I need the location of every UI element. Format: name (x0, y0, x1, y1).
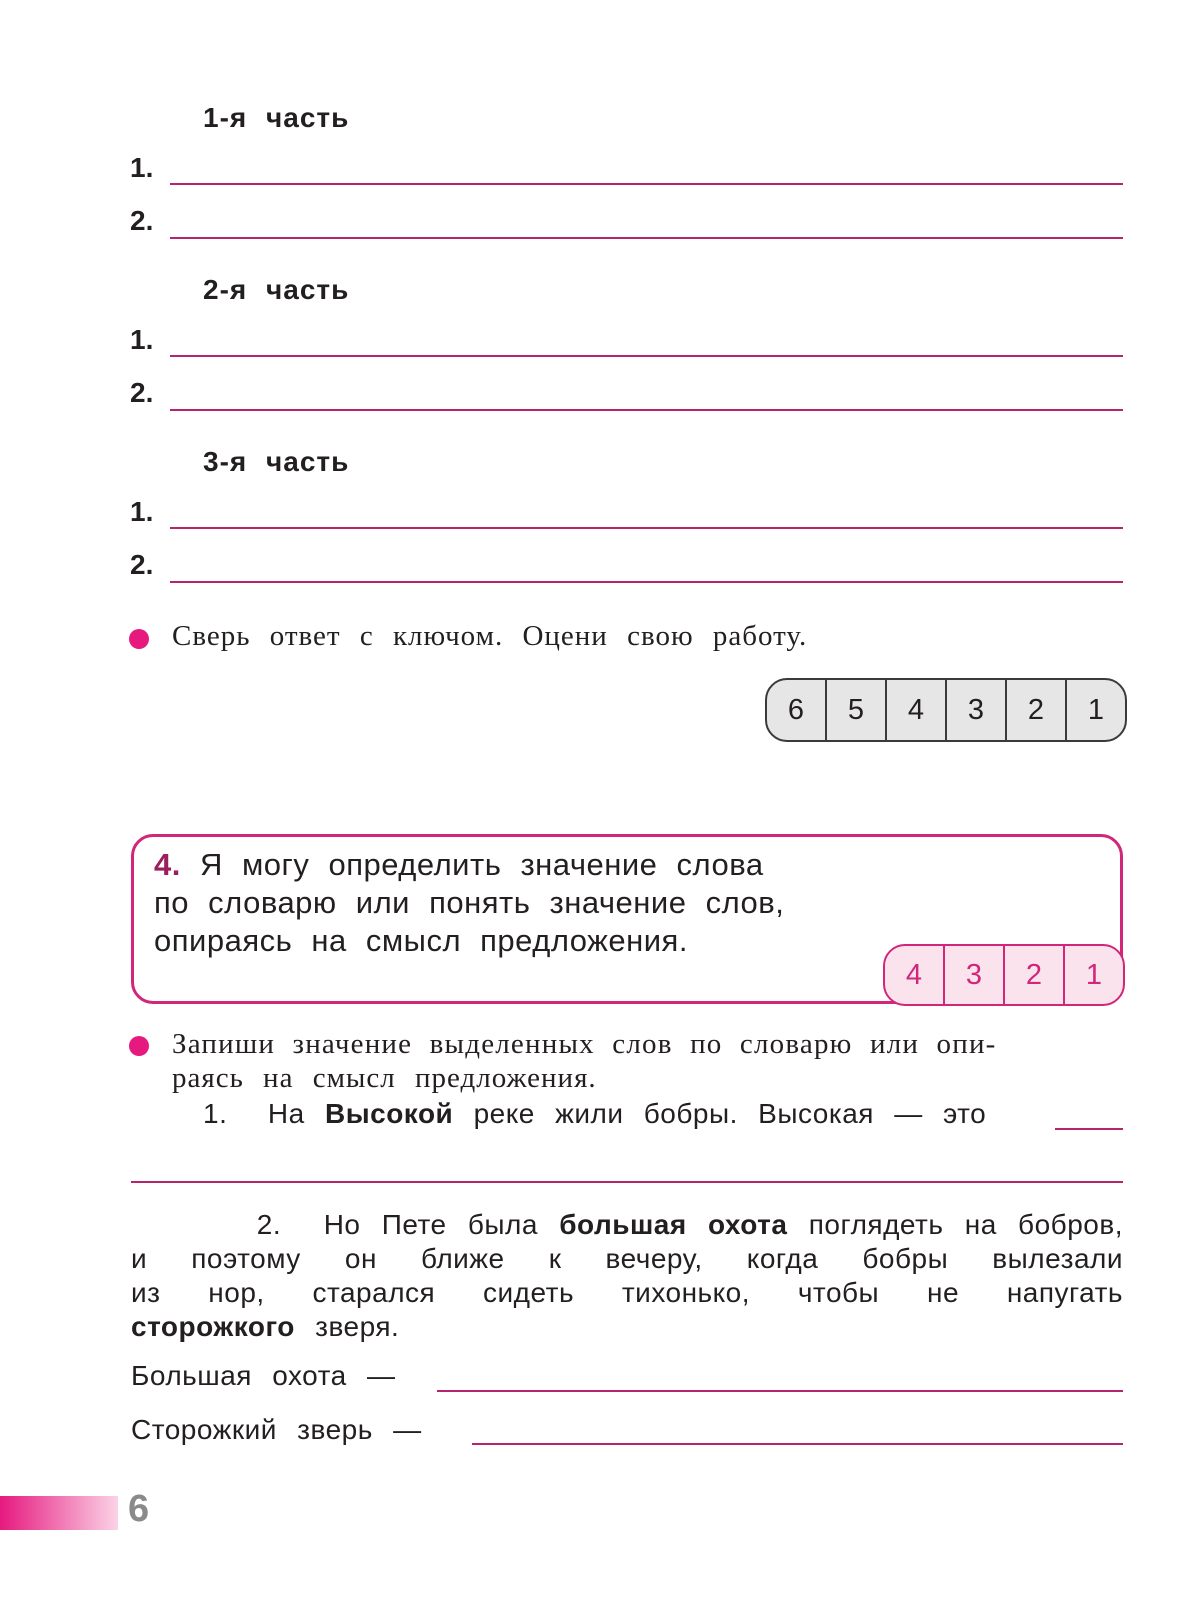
skill-scale-cell[interactable]: 1 (1085, 958, 1103, 991)
scale-cell[interactable]: 3 (947, 680, 1007, 740)
answer-1-label: Большая охота — (131, 1360, 396, 1391)
sentence-1 (203, 1098, 986, 1130)
page-number: 6 (128, 1488, 150, 1530)
sentence-1-before: На (267, 1098, 305, 1129)
task-instruction (172, 1027, 1123, 1095)
part-3-title: 3-я часть (203, 446, 350, 477)
scale-cell[interactable]: 5 (827, 680, 887, 740)
skill-scale-cell[interactable]: 3 (945, 946, 1005, 1004)
answer-line[interactable] (170, 581, 1123, 583)
part-3-item-2-number: 2. (130, 549, 154, 580)
answer-line[interactable] (170, 183, 1123, 185)
sentence-2-line-2: и поэтому он ближе к вечеру, когда бобры вылезали (131, 1243, 1123, 1274)
skill-line-1: Я могу определить значение слова (199, 847, 764, 882)
bullet-icon (129, 629, 149, 649)
sentence-1-bold-word: Высокой (325, 1098, 454, 1129)
answer-line[interactable] (437, 1390, 1123, 1392)
scale-cell[interactable]: 4 (887, 680, 947, 740)
answer-2-label: Сторожкий зверь — (131, 1414, 422, 1445)
page-number-bar (0, 1496, 118, 1530)
part-3-item-1-number: 1. (130, 496, 154, 527)
scale-cell[interactable]: 1 (1087, 693, 1105, 726)
answer-line[interactable] (170, 237, 1123, 239)
sentence-2-part-a: Но Пете была (323, 1209, 538, 1240)
sentence-1-number: 1. (203, 1098, 228, 1129)
scale-cell[interactable]: 2 (1007, 680, 1067, 740)
skill-statement (154, 846, 784, 960)
sentence-2-bold-b: сторожкого (131, 1311, 295, 1342)
sentence-2 (131, 1208, 1123, 1344)
part-1-item-2-number: 2. (130, 205, 154, 236)
sentence-2-number: 2. (256, 1209, 282, 1240)
part-1-title: 1-я часть (203, 102, 350, 133)
sentence-1-after: реке жили бобры. Высокая — это (473, 1098, 987, 1129)
answer-line[interactable] (1055, 1128, 1123, 1130)
answer-line[interactable] (170, 527, 1123, 529)
skill-line-3: опираясь на смысл предложения. (154, 923, 688, 958)
task-instruction-line-1: Запиши значение выделенных слов по словарю или опи- (172, 1028, 997, 1060)
sentence-2-part-c: зверя. (315, 1311, 400, 1342)
part-2-title: 2-я часть (203, 274, 350, 305)
answer-line[interactable] (170, 355, 1123, 357)
scale-cell[interactable]: 6 (767, 680, 827, 740)
part-2-item-1-number: 1. (130, 324, 154, 355)
sentence-2-bold-a: большая охота (559, 1209, 788, 1240)
sentence-2-line-3: из нор, старался сидеть тихонько, чтобы не напугать (131, 1277, 1123, 1308)
part-1-item-1-number: 1. (130, 152, 154, 183)
part-2-item-2-number: 2. (130, 377, 154, 408)
sentence-2-part-b: поглядеть на бобров, (808, 1209, 1123, 1240)
answer-line[interactable] (170, 409, 1123, 411)
answer-line[interactable] (472, 1443, 1123, 1445)
skill-line-2: по словарю или понять значение слов, (154, 885, 785, 920)
self-assessment-scale (765, 678, 1127, 742)
task-instruction-line-2: раясь на смысл предложения. (172, 1062, 597, 1094)
skill-number: 4. (154, 847, 181, 882)
answer-line[interactable] (131, 1181, 1123, 1183)
bullet-icon (129, 1036, 149, 1056)
skill-scale-cell[interactable]: 4 (885, 946, 945, 1004)
skill-scale (883, 944, 1125, 1006)
check-instruction: Сверь ответ с ключом. Оцени свою работу. (172, 620, 808, 652)
skill-scale-cell[interactable]: 2 (1005, 946, 1065, 1004)
